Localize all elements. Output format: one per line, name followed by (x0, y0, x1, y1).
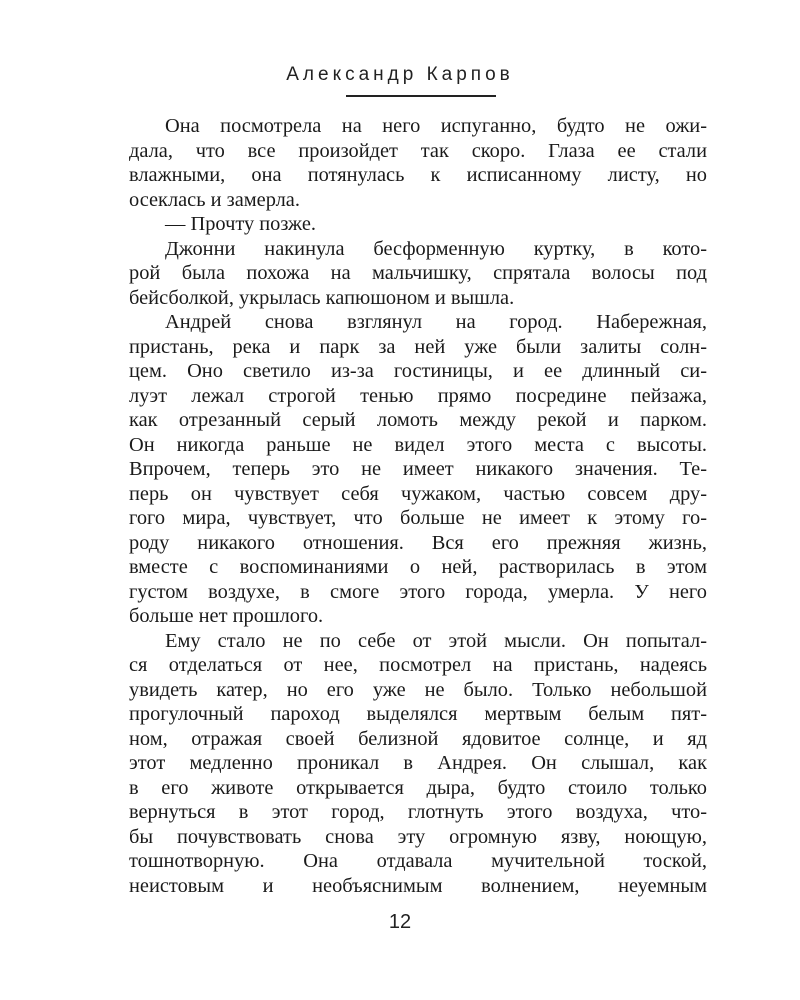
text-line: рой была похожа на мальчишку, спрятала волосы под (129, 262, 707, 284)
text-line: ся отделаться от нее, посмотрел на пристань, надеясь (129, 654, 707, 676)
text-line: вместе с воспоминаниями о ней, растворилась в этом (129, 556, 707, 578)
text-line: увидеть катер, но его уже не было. Только небольшой (129, 678, 707, 701)
text-line: Андрей снова взглянул на город. Набережная, (165, 311, 707, 333)
text-line: — Прочту позже. (165, 213, 317, 235)
header-rule (346, 95, 496, 97)
text-line: роду никакого отношения. Вся его прежняя жизнь, (129, 531, 707, 554)
text-line: этот медленно проникал в Андрея. Он слышал, как (129, 752, 707, 774)
text-line: пристань, река и парк за ней уже были залиты солн- (129, 335, 707, 358)
text-line: бы почувствовать снова эту огромную язву, ноющую, (129, 825, 707, 848)
text-line: цем. Оно светило из-за гостиницы, и ее длинный си- (129, 360, 707, 382)
text-line: ном, отражая своей белизной ядовитое солнце, и яд (129, 727, 707, 750)
text-line: бейсболкой, укрылась капюшоном и вышла. (129, 286, 515, 309)
text-line: густом воздухе, в смоге этого города, умерла. У него (129, 580, 707, 603)
text-line: тошнотворную. Она отдавала мучительной тоской, (129, 850, 707, 872)
text-line: прогулочный пароход выделялся мертвым белым пят- (129, 703, 707, 725)
text-line: больше нет прошлого. (129, 605, 324, 627)
text-line: Он никогда раньше не видел этого места с высоты. (129, 433, 707, 456)
text-line: влажными, она потянулась к исписанному листу, но (129, 164, 707, 186)
text-line: Ему стало не по себе от этой мысли. Он попытал- (165, 629, 707, 652)
text-line: в его животе открывается дыра, будто стоило только (129, 776, 707, 799)
body-text (129, 114, 707, 898)
text-line: луэт лежал строгой тенью прямо посредине пейзажа, (129, 384, 707, 407)
text-line: как отрезанный серый ломоть между рекой и парком. (129, 409, 707, 431)
text-line: перь он чувствует себя чужаком, частью совсем дру- (129, 482, 707, 505)
text-line: дала, что все произойдет так скоро. Глаза ее стали (129, 139, 707, 162)
text-line: вернуться в этот город, глотнуть этого воздуха, что- (129, 801, 707, 823)
text-line: осеклась и замерла. (129, 188, 300, 211)
page-number: 12 (388, 911, 412, 933)
text-line: Джонни накинула бесформенную куртку, в кото- (165, 237, 707, 260)
text-line: Впрочем, теперь это не имеет никакого значения. Те- (129, 458, 707, 480)
running-header-author: Александр Карпов (286, 64, 514, 85)
text-line: неистовым и необъяснимым волнением, неуемным (129, 874, 707, 897)
text-line: гого мира, чувствует, что больше не имеет к этому го- (129, 507, 707, 529)
text-line: Она посмотрела на него испуганно, будто не ожи- (165, 115, 707, 137)
